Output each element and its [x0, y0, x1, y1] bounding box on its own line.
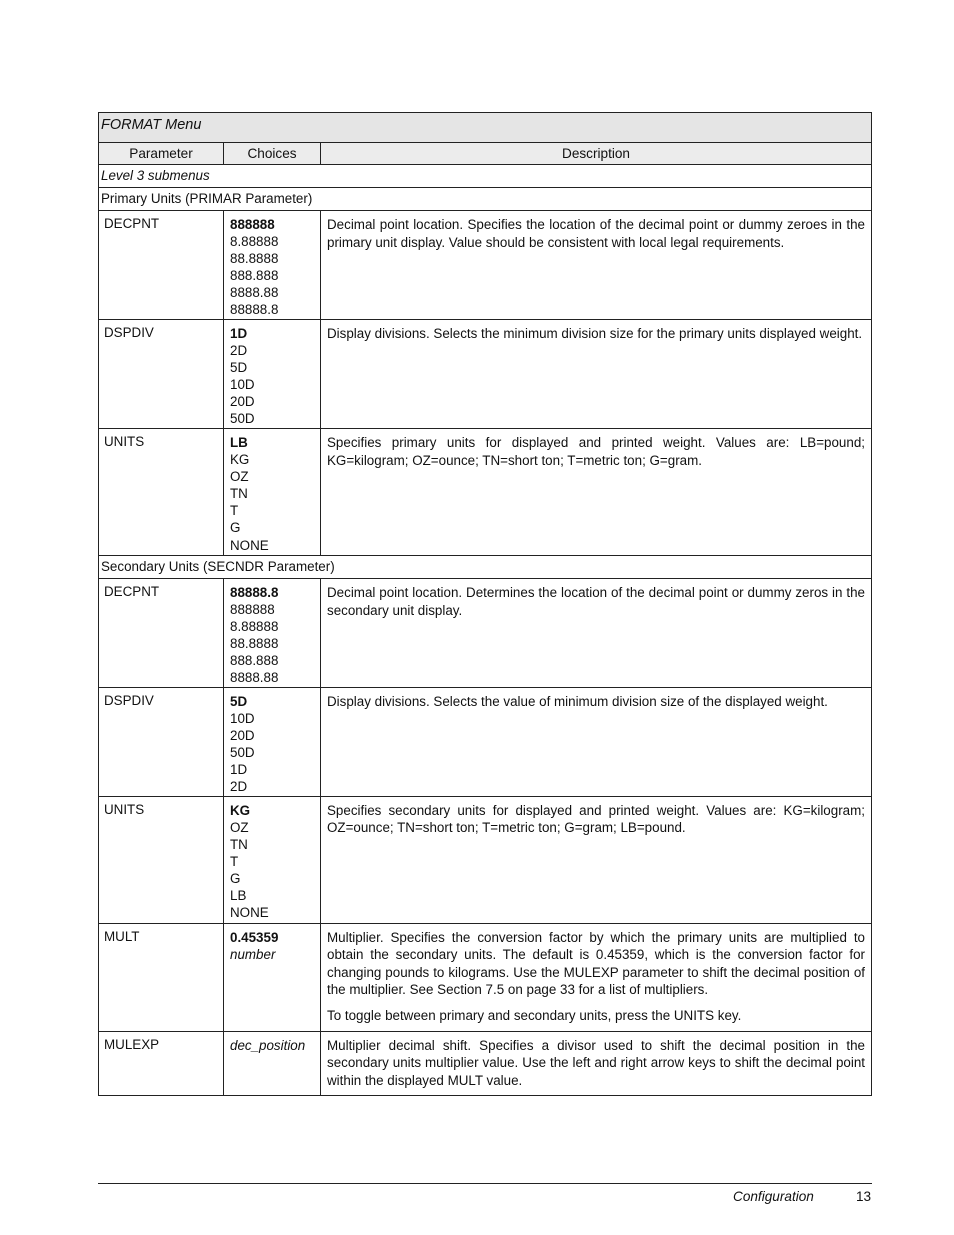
choices-cell	[224, 320, 321, 429]
description-text: Specifies secondary units for displayed and printed weight. Values are: KG=kilogram; OZ=ounce; TN=short ton; T=metric ton; G=gram; LB=pound.	[327, 802, 865, 836]
choice-item: 88888.8	[230, 302, 279, 318]
description-text: Multiplier decimal shift. Specifies a divisor used to shift the decimal position in the secondary units multiplier value. Use the left and right arrow keys to shift the decimal point within the displayed MULT value.	[327, 1037, 865, 1088]
choice-item: 8.88888	[230, 234, 279, 250]
description-cell	[321, 320, 872, 429]
default-choice: 88888.8	[230, 585, 279, 600]
choice-item: OZ	[230, 819, 249, 835]
choice-item: TN	[230, 836, 248, 852]
level-label: Level 3 submenus	[99, 165, 872, 188]
level-row	[99, 165, 872, 188]
choice-item: 50D	[230, 411, 255, 427]
description-cell	[321, 579, 872, 688]
table-title: FORMAT Menu	[99, 113, 872, 143]
choice-item: 50D	[230, 744, 255, 760]
description-cell	[321, 796, 872, 923]
choice-item: 20D	[230, 727, 255, 743]
parameter-row	[99, 579, 872, 688]
choice-item: 10D	[230, 710, 255, 726]
choice-item: G	[230, 870, 241, 886]
parameter-name: UNITS	[99, 796, 224, 923]
header-parameter: Parameter	[99, 143, 224, 165]
parameter-row	[99, 429, 872, 556]
choice-item: T	[230, 853, 239, 869]
choice-item: T	[230, 503, 239, 519]
choices-cell	[224, 211, 321, 320]
description-cell	[321, 923, 872, 1031]
description-text: Display divisions. Selects the minimum division size for the primary units displayed weight.	[327, 326, 863, 341]
choices-cell	[224, 579, 321, 688]
description-cell	[321, 211, 872, 320]
default-choice: 888888	[230, 217, 275, 232]
description-text: Decimal point location. Determines the location of the decimal point or dummy zeros in the secondary unit display.	[327, 585, 865, 618]
choice-item: 88.8888	[230, 636, 279, 652]
choices-cell	[224, 1031, 321, 1096]
parameter-name: MULT	[99, 923, 224, 1031]
choices-cell	[224, 923, 321, 1031]
description-text: Display divisions. Selects the value of minimum division size of the displayed weight.	[327, 693, 828, 709]
choices-cell	[224, 796, 321, 923]
choice-item: number	[230, 946, 276, 962]
description-cell	[321, 429, 872, 556]
parameter-row	[99, 320, 872, 429]
parameter-name: DECPNT	[99, 579, 224, 688]
choice-item: OZ	[230, 469, 249, 485]
format-menu-table	[98, 112, 872, 1096]
parameter-row	[99, 923, 872, 1031]
choice-item: 888.888	[230, 268, 279, 284]
description-text: Decimal point location. Specifies the location of the decimal point or dummy zeroes in the primary unit display. Value should be consistent with local legal requirements.	[327, 217, 865, 250]
choice-item: KG	[230, 452, 250, 468]
parameter-name: MULEXP	[99, 1031, 224, 1096]
section-title: Secondary Units (SECNDR Parameter)	[99, 556, 872, 579]
choice-item: 8888.88	[230, 670, 279, 686]
choice-item: 888.888	[230, 653, 279, 669]
parameter-name: DECPNT	[99, 211, 224, 320]
description-text: Multiplier. Specifies the conversion factor by which the primary units are multiplied to obtain the secondary units. The default is 0.45359, which is the conversion factor for changing pounds to kilograms. Use the MULEXP parameter to shift the decimal position of the multiplier. See Section 7.5 on page 33 for a list of multipliers.	[327, 929, 865, 998]
parameter-row	[99, 687, 872, 796]
choice-item: 8.88888	[230, 619, 279, 635]
description-text: Specifies primary units for displayed and printed weight. Values are: LB=pound; KG=kilogram; OZ=ounce; TN=short ton; T=metric ton; G=gram.	[327, 435, 865, 468]
header-choices: Choices	[224, 143, 321, 165]
choice-item: 5D	[230, 360, 248, 376]
parameter-row	[99, 796, 872, 923]
parameter-name: DSPDIV	[99, 320, 224, 429]
choice-item: 20D	[230, 394, 255, 410]
parameter-row	[99, 211, 872, 320]
description-cell	[321, 687, 872, 796]
table-header-row	[99, 143, 872, 165]
parameter-row	[99, 1031, 872, 1096]
choice-item: dec_position	[230, 1037, 306, 1053]
parameter-name: DSPDIV	[99, 687, 224, 796]
choice-item: NONE	[230, 905, 269, 921]
default-choice: 1D	[230, 326, 248, 341]
page-number: 13	[856, 1189, 872, 1204]
choice-item: 88.8888	[230, 251, 279, 267]
default-choice: LB	[230, 435, 248, 450]
choice-item: 8888.88	[230, 285, 279, 301]
choice-item: 1D	[230, 761, 248, 777]
choice-item: 888888	[230, 602, 275, 618]
choices-cell	[224, 429, 321, 556]
section-title: Primary Units (PRIMAR Parameter)	[99, 188, 872, 211]
choice-item: TN	[230, 486, 248, 502]
choices-cell	[224, 687, 321, 796]
choice-item: G	[230, 520, 241, 536]
description-text: To toggle between primary and secondary units, press the UNITS key.	[327, 1007, 742, 1023]
section-row	[99, 188, 872, 211]
choice-item: 10D	[230, 377, 255, 393]
table-title-row	[99, 113, 872, 143]
default-choice: 5D	[230, 693, 248, 709]
parameter-name: UNITS	[99, 429, 224, 556]
footer-rule	[98, 1183, 872, 1184]
choice-item: LB	[230, 888, 247, 904]
choice-item: NONE	[230, 537, 269, 553]
default-choice: 0.45359	[230, 929, 279, 945]
header-description: Description	[321, 143, 872, 165]
choice-item: 2D	[230, 343, 248, 359]
section-row	[99, 556, 872, 579]
choice-item: 2D	[230, 779, 248, 795]
default-choice: KG	[230, 802, 251, 818]
footer-section-name: Configuration	[733, 1189, 814, 1204]
description-cell	[321, 1031, 872, 1096]
